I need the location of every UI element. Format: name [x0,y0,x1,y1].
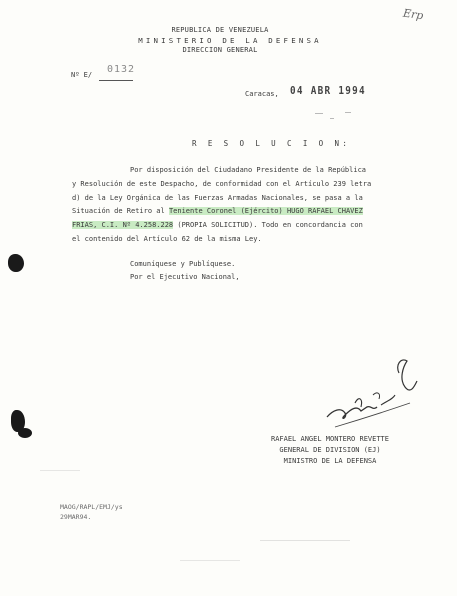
punch-hole-top [8,254,24,272]
scan-speck [40,470,80,471]
signatory-title: MINISTRO DE LA DEFENSA [283,457,377,465]
punch-hole-bottom-ink [18,428,32,438]
header-republic: REPUBLICA DE VENEZUELA [171,26,269,34]
body-line-4-text: Situación de Retiro al [72,207,169,215]
scan-speck [330,118,334,119]
handwritten-signature [315,355,425,435]
scan-speck [180,560,240,561]
footer-ref-initials: MAOG/RAPL/EMJ/ys [60,503,123,511]
body-line-2: y Resolución de este Despacho, de conformidad con el Artículo 239 letra [72,180,372,188]
body-line-4 [72,204,363,218]
body-line-5 [72,218,363,232]
reference-underline [99,80,133,81]
body-line-1: Por disposición del Ciudadano Presidente de la República [130,166,367,174]
highlighted-id: FRIAS, C.I. Nº 4.258.228 [72,221,174,229]
date-city: Caracas, [245,90,279,98]
body-line-6: el contenido del Artículo 62 de la misma Ley. [72,235,262,243]
signatory-rank: GENERAL DE DIVISION (EJ) [279,446,381,454]
scan-speck [260,540,350,541]
date-stamp: 04 ABR 1994 [290,84,366,97]
resolution-title: R E S O L U C I O N: [192,139,351,148]
footer-ref-date: 29MAR94. [60,513,92,521]
body-line-3: d) de la Ley Orgánica de las Fuerzas Armadas Nacionales, se pasa a la [72,194,363,202]
scan-speck [315,113,323,114]
closing-line-2: Por el Ejecutivo Nacional, [130,273,240,281]
scan-speck [345,112,351,113]
signatory-name: RAFAEL ANGEL MONTERO REVETTE [270,435,389,443]
header-ministry: MINISTERIO DE LA DEFENSA [138,36,322,45]
header-direction: DIRECCION GENERAL [182,46,258,54]
closing-line-1: Comuníquese y Publíquese. [130,260,236,268]
highlighted-name: Teniente Coronel (Ejército) HUGO RAFAEL CHAVEZ [168,207,363,215]
corner-note: Erp [402,6,425,23]
body-line-5-text: (PROPIA SOLICITUD). Todo en concordancia con [173,221,363,229]
reference-label: Nº E/ [71,71,93,79]
reference-number: 0132 [107,64,136,75]
